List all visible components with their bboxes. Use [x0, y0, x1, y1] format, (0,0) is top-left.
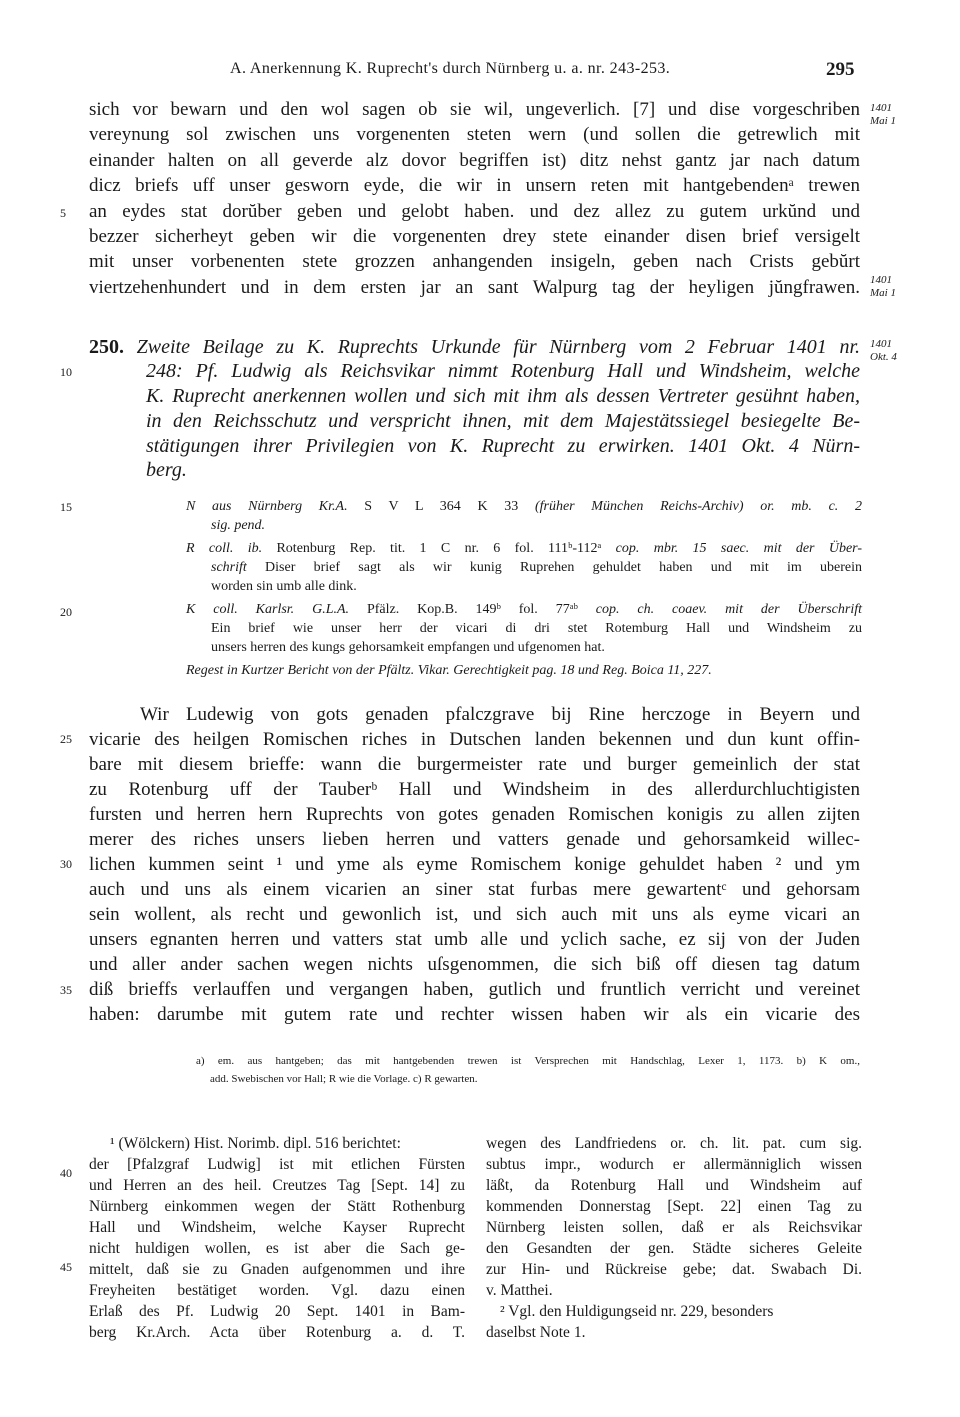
body-line: vicarie des heilgen Romischen riches in Dutschen landen bekennen und dun kunt offin-	[89, 729, 860, 750]
line-number: 10	[60, 365, 72, 379]
variant-note: a) em. aus hantgeben; das mit hantgebenden trewen ist Versprechen mit Handschlag, Lexer 1, 1173. b) K om.,	[196, 1055, 860, 1067]
document-heading-line: K. Ruprecht anerkennen wollen und sich mit ihm als dessen Vertreter gesühnt haben,	[146, 385, 860, 407]
source-line: R coll. ib. Rotenburg Rep. tit. 1 C nr. 6 fol. 111ᵇ-112ᵃ cop. mbr. 15 saec. mit der Über-	[186, 541, 863, 556]
footnote-line: Nürnberg leisten sollen, daß er als Reichsvikar	[486, 1219, 862, 1236]
body-line: haben: darumbe mit gutem rate und rechter wissen haben wir als ein vicarie des	[89, 1004, 860, 1025]
body-line: sich vor bewarn und den wol sagen ob sie wil, ungeverlich. [7] und dise vorgeschriben	[89, 99, 860, 120]
body-line: sein wollent, als recht und gewonlich ist, und sich auch mit uns als eyme vicari an	[89, 904, 860, 925]
footnote-line: ² Vgl. den Huldigungseid nr. 229, besonders	[500, 1303, 774, 1320]
source-line: schrift Diser brief sagt als wir kunig Ruprehen gehuldet haben und mit im uberein	[211, 560, 862, 575]
footnote-line: den Gesandten der gen. Städte sicheres Geleite	[486, 1240, 862, 1257]
source-line: worden sin umb alle dink.	[211, 579, 357, 594]
page-number: 295	[826, 59, 855, 80]
footnote-line: berg Kr.Arch. Acta über Rotenburg a. d. T.	[89, 1324, 465, 1341]
source-line: Regest in Kurtzer Bericht von der Pfältz. Vikar. Gerechtigkeit pag. 18 und Reg. Boica 11, 227.	[186, 663, 712, 678]
line-number: 25	[60, 732, 72, 746]
document-heading-line	[89, 335, 860, 359]
document-heading-line: in den Reichsschutz und verspricht ihnen, mit dem Majestätssiegel besiegelte Be-	[146, 410, 860, 432]
footnote-line: v. Matthei.	[486, 1282, 553, 1299]
body-line: zu Rotenburg uff der Tauberᵇ Hall und Windsheim in des allerdurchluchtigisten	[89, 779, 860, 800]
body-line: bare mit diesem brieffe: wann die burgermeister rate und burger gemeinlich der stat	[89, 754, 860, 775]
footnote-line: kommenden Donnerstag [Sept. 22] einen Tag zu	[486, 1198, 862, 1215]
source-line: N aus Nürnberg Kr.A. S V L 364 K 33 (früher München Reichs-Archiv) or. mb. c. 2	[186, 499, 862, 514]
margin-date	[870, 338, 897, 364]
margin-day: Mai 1	[870, 115, 896, 127]
body-line: vereynung sol zwischen uns vorgenenten steten wern (und sollen die getrewlich mit	[89, 124, 860, 145]
footnote-line: daselbst Note 1.	[486, 1324, 586, 1341]
footnote-line: nicht huldigen wollen, es ist aber die Sach ge-	[89, 1240, 465, 1257]
body-line: an eydes stat dorŭber geben und gelobt haben. und dez allez zu gutem urkŭnd und	[89, 201, 860, 222]
body-line: Wir Ludewig von gots genaden pfalczgrave bij Rine herczoge in Beyern und	[140, 704, 860, 725]
source-line: K coll. Karlsr. G.L.A. Pfälz. Kop.B. 149ᵇ fol. 77ᵃᵇ cop. ch. coaev. mit der Überschrift	[186, 602, 862, 617]
margin-date	[870, 274, 896, 300]
footnote-line: und Herren an des heil. Creutzes Tag [Sept. 14] zu	[89, 1177, 465, 1194]
body-line: viertzehenhundert und in dem ersten jar an sant Walpurg tag der heyligen jŭngfrawen.	[89, 277, 860, 298]
line-number: 35	[60, 983, 72, 997]
margin-year: 1401	[870, 274, 892, 286]
footnote-line: ¹ (Wölckern) Hist. Norimb. dipl. 516 berichtet:	[110, 1135, 401, 1152]
line-number: 15	[60, 500, 72, 514]
body-line: diß brieffs verlauffen und vergangen haben, gutlich und fruntlich verricht und vereinet	[89, 979, 860, 1000]
heading-text: Zweite Beilage zu K. Ruprechts Urkunde für Nürnberg vom 2 Februar 1401 nr.	[136, 336, 861, 358]
variant-note: add. Swebischen vor Hall; R wie die Vorlage. c) R gewarten.	[210, 1073, 478, 1085]
source-line: Ein brief wie unser herr der vicari di dri stet Rotemburg Hall und Windsheim zu	[211, 621, 862, 636]
document-heading-line: 248: Pf. Ludwig als Reichsvikar nimmt Rotenburg Hall und Windsheim, welche	[146, 360, 860, 382]
footnote-line: subtus impr., wodurch er allermänniglich wissen	[486, 1156, 862, 1173]
line-number: 20	[60, 605, 72, 619]
body-line: und aller ander sachen wegen nichts uſsgenommen, die sich biß off diesen tag datum	[89, 954, 860, 975]
margin-year: 1401	[870, 102, 892, 114]
footnote-line: Erlaß des Pf. Ludwig 20 Sept. 1401 in Bam-	[89, 1303, 465, 1320]
body-line: fursten und herren hern Ruprechts von gotes genaden Romischen konigis zu allen zijten	[89, 804, 860, 825]
document-heading-line: stätigungen ihrer Privilegien von K. Ruprecht zu erwirken. 1401 Okt. 4 Nürn-	[146, 435, 860, 457]
body-line: einander halten on all geverde alz dovor begriffen ist) ditz nehst gantz jar nach datum	[89, 150, 860, 171]
body-line: dicz briefs uff unser gesworn eyde, die wir in unsern reten mit hantgebendenᵃ trewen	[89, 175, 860, 196]
margin-day: Mai 1	[870, 287, 896, 299]
body-line: unsers egnanten herren und vatters stat umb alle und yclich sache, ez sij von der Juden	[89, 929, 860, 950]
footnote-line: läßt, da Rotenburg Hall und Windsheim auf	[486, 1177, 862, 1194]
body-line: bezzer sicherheyt geben wir die vorgenenten drey stete einander disen brief versigelt	[89, 226, 860, 247]
line-number: 5	[60, 206, 66, 220]
footnote-line: wegen des Landfriedens or. ch. lit. pat. cum sig.	[486, 1135, 862, 1152]
document-number: 250.	[89, 336, 124, 358]
footnote-line: zur Hin- und Rückreise gebe; dat. Swabach Di.	[486, 1261, 862, 1278]
margin-day: Okt. 4	[870, 351, 897, 363]
body-line: lichen kummen seint ¹ und yme als eyme Romischem konige gehuldet haben ² und ym	[89, 854, 860, 875]
footnote-line: Hall und Windsheim, welche Kayser Ruprecht	[89, 1219, 465, 1236]
footnote-line: Freyheiten bestätiget worden. Vgl. dazu einen	[89, 1282, 465, 1299]
source-line: unsers herren des kungs gehorsamkeit empfangen und ufgenomen hat.	[211, 640, 605, 655]
body-line: auch und uns als einem vicarien an siner stat furbas mere gewartentᶜ und gehorsam	[89, 879, 860, 900]
body-line: mit unser vorbenenten stete grozzen anhangenden insigeln, geben nach Crists gebŭrt	[89, 251, 860, 272]
line-number: 30	[60, 857, 72, 871]
source-line: sig. pend.	[211, 518, 266, 533]
margin-year: 1401	[870, 338, 892, 350]
footnote-line: Nürnberg einkommen wegen der Stätt Rothenburg	[89, 1198, 465, 1215]
line-number: 45	[60, 1260, 72, 1274]
margin-date	[870, 102, 896, 128]
body-line: merer des riches unsers lieben herren und vatters genade und gehorsamkeid willec-	[89, 829, 860, 850]
footnote-line: mittelt, daß sie zu Gnaden aufgenommen und ihre	[89, 1261, 465, 1278]
line-number: 40	[60, 1166, 72, 1180]
footnote-line: der [Pfalzgraf Ludwig] ist mit etlichen Fürsten	[89, 1156, 465, 1173]
document-heading-line: berg.	[146, 459, 187, 481]
running-header: A. Anerkennung K. Ruprecht's durch Nürnberg u. a. nr. 243-253.	[230, 60, 671, 77]
